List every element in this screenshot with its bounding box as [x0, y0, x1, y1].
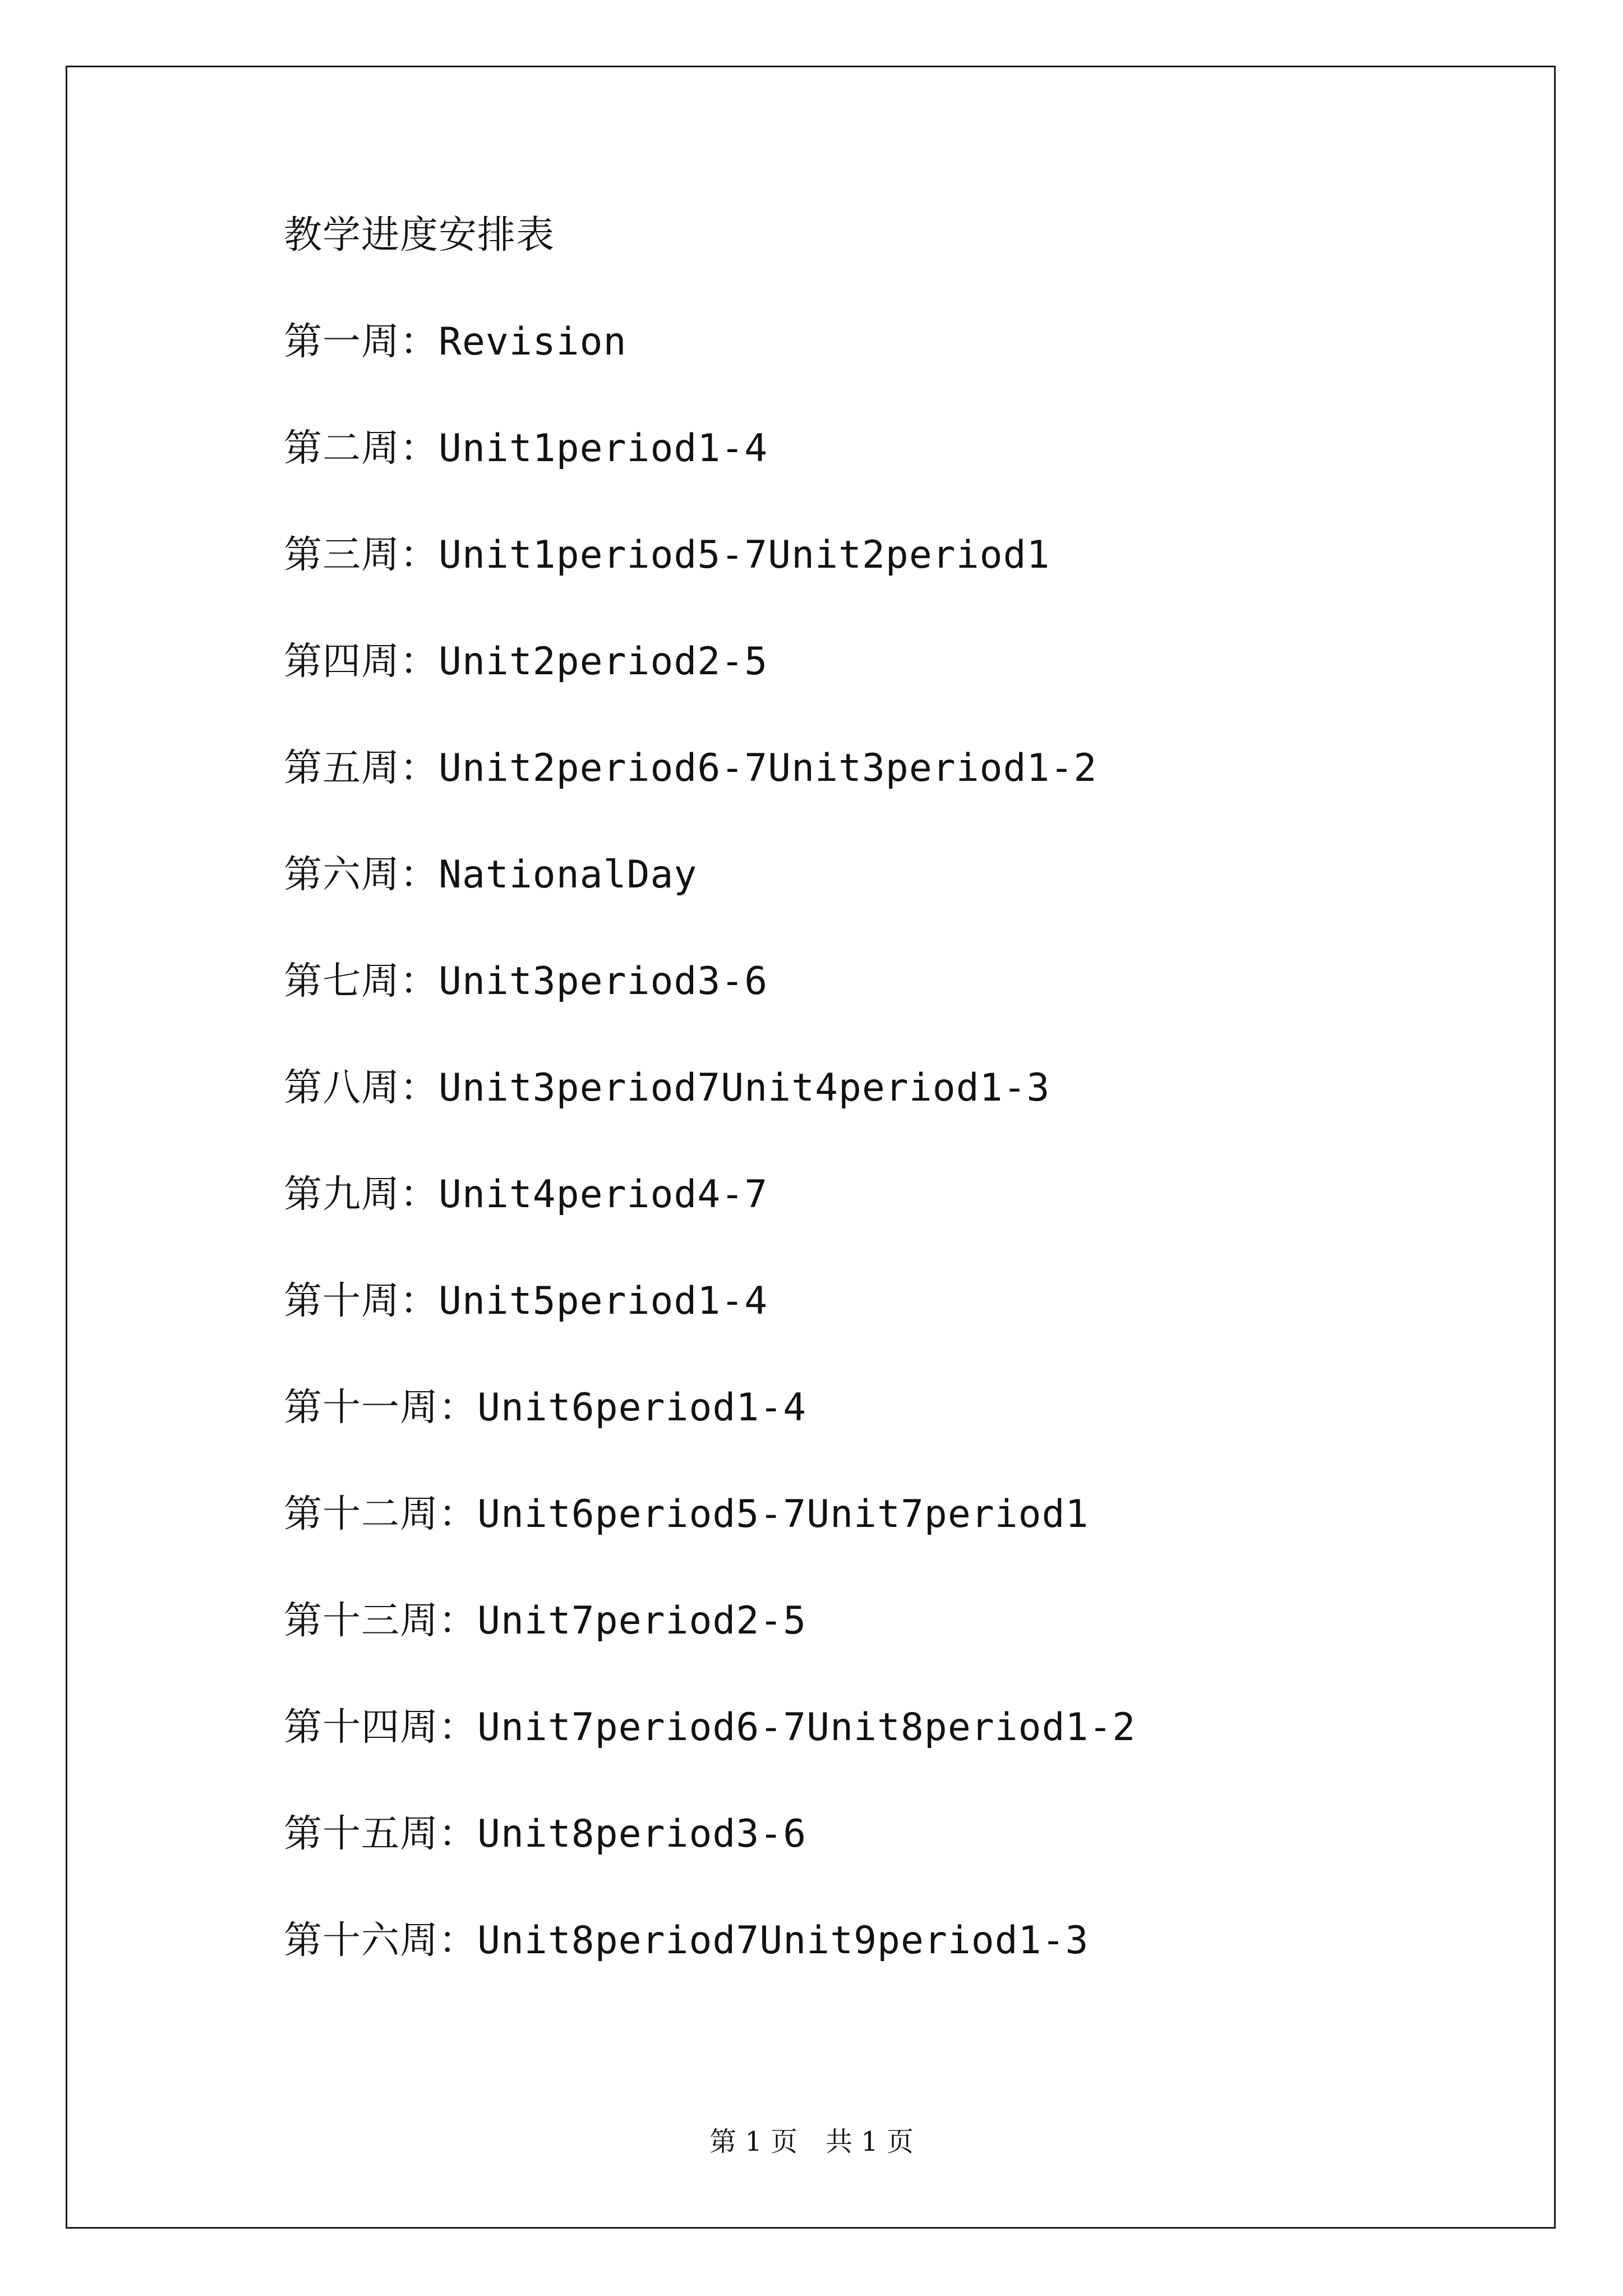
week-label: 第十六周 [284, 1918, 439, 1963]
separator: ： [400, 959, 439, 1004]
week-topic: Unit6period1-4 [477, 1386, 807, 1430]
week-label: 第五周 [284, 746, 400, 790]
week-label: 第八周 [284, 1066, 400, 1110]
week-topic: Unit2period2-5 [439, 639, 768, 684]
week-topic: Unit3period3-6 [439, 959, 768, 1004]
schedule-row [284, 1812, 1461, 1857]
document-title: 教学进度安排表 [284, 213, 555, 257]
week-label: 第十二周 [284, 1492, 439, 1536]
week-label: 第六周 [284, 853, 400, 897]
week-label: 第三周 [284, 533, 400, 577]
separator: ： [439, 1386, 478, 1430]
separator: ： [400, 320, 439, 364]
separator: ： [439, 1705, 478, 1750]
separator: ： [439, 1492, 478, 1536]
schedule-row [284, 533, 1461, 578]
week-topic: Unit3period7Unit4period1-3 [439, 1066, 1050, 1110]
week-label: 第十一周 [284, 1386, 439, 1430]
document-body [284, 213, 1461, 2025]
separator: ： [400, 1066, 439, 1110]
separator: ： [400, 639, 439, 684]
week-label: 第一周 [284, 320, 400, 364]
schedule-row [284, 959, 1461, 1004]
separator: ： [400, 853, 439, 897]
schedule-row [284, 1599, 1461, 1644]
schedule-row [284, 1172, 1461, 1217]
page-footer [0, 2125, 1623, 2159]
page-number-current: 第 1 页 [709, 2126, 797, 2157]
week-label: 第四周 [284, 639, 400, 684]
week-topic: Unit8period7Unit9period1-3 [477, 1918, 1089, 1963]
schedule-row [284, 1279, 1461, 1324]
week-label: 第七周 [284, 959, 400, 1004]
separator: ： [439, 1812, 478, 1856]
schedule-row [284, 853, 1461, 898]
week-label: 第十三周 [284, 1599, 439, 1643]
week-topic: Unit1period5-7Unit2period1 [439, 533, 1050, 577]
schedule-row [284, 1918, 1461, 1963]
separator: ： [400, 426, 439, 471]
week-topic: Unit7period6-7Unit8period1-2 [477, 1705, 1136, 1750]
week-topic: Unit1period1-4 [439, 426, 768, 471]
schedule-row [284, 426, 1461, 471]
separator: ： [400, 533, 439, 577]
week-topic: Revision [439, 320, 627, 364]
schedule-row [284, 1066, 1461, 1111]
week-topic: Unit7period2-5 [477, 1599, 807, 1643]
week-topic: Unit2period6-7Unit3period1-2 [439, 746, 1098, 790]
week-topic: NationalDay [439, 853, 698, 897]
separator: ： [400, 1279, 439, 1323]
schedule-row [284, 1386, 1461, 1430]
separator: ： [400, 746, 439, 790]
week-topic: Unit4period4-7 [439, 1172, 768, 1217]
separator: ： [400, 1172, 439, 1217]
week-topic: Unit5period1-4 [439, 1279, 768, 1323]
separator: ： [439, 1918, 478, 1963]
schedule-row [284, 1492, 1461, 1537]
week-label: 第十五周 [284, 1812, 439, 1856]
week-label: 第十周 [284, 1279, 400, 1323]
week-label: 第十四周 [284, 1705, 439, 1750]
schedule-row [284, 639, 1461, 684]
schedule-row [284, 1705, 1461, 1750]
week-topic: Unit6period5-7Unit7period1 [477, 1492, 1089, 1536]
separator: ： [439, 1599, 478, 1643]
week-label: 第二周 [284, 426, 400, 471]
week-topic: Unit8period3-6 [477, 1812, 807, 1856]
schedule-row [284, 320, 1461, 365]
page-number-total: 共 1 页 [826, 2126, 914, 2157]
week-label: 第九周 [284, 1172, 400, 1217]
schedule-row [284, 746, 1461, 791]
